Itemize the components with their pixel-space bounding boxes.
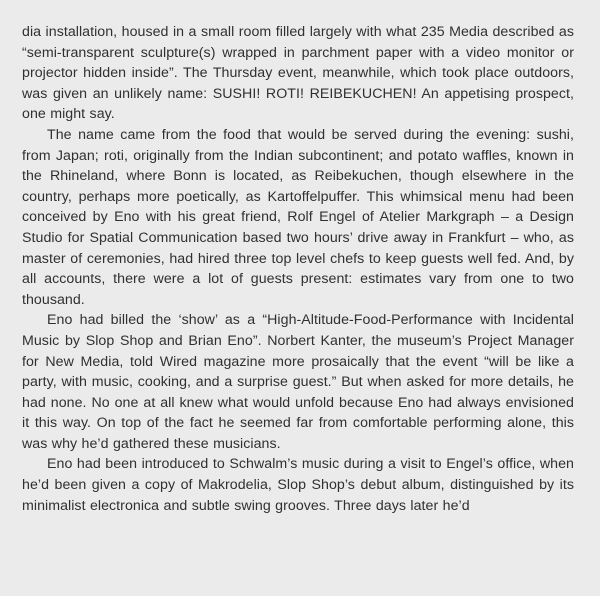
paragraph-1: dia installation, housed in a small room filled largely with what 235 Media described as “semi-transparent sculpture(s) wrapped in parchment paper with a video monitor or projector hidden inside”. The Thursday event, meanwhile, which took place outdoors, was given an unlikely name: SUSHI! ROTI! REIBEKUCHEN! An appetising prospect, one might say. xyxy=(22,24,574,123)
paragraph-2: The name came from the food that would be served during the evening: sushi, from Japan; roti, originally from the Indian subcontinent; and potato waffles, known in the Rhineland, where Bonn is located, as Reibekuchen, though elsewhere in the country, perhaps more poetically, as Kartoffelpuffer. This whimsical menu had been conceived by Eno with his great friend, Rolf Engel of Atelier Markgraph – a Design Studio for Spatial Communication based two hours’ drive away in Frankfurt – who, as master of ceremonies, had hired three top level chefs to keep guests well fed. And, by all accounts, there were a lot of guests present: estimates vary from one to two thousand. xyxy=(22,126,574,308)
paragraph-4: Eno had been introduced to Schwalm’s music during a visit to Engel’s office, when he’d been given a copy of Makrodelia, Slop Shop’s debut album, distinguished by its minimalist electronica and subtle swing grooves. Three days later he’d xyxy=(22,456,574,514)
paragraph-3: Eno had billed the ‘show’ as a “High-Altitude-Food-Performance with Incidental Music by Slop Shop and Brian Eno”. Norbert Kanter, the museum’s Project Manager for New Media, told Wired magazine more prosaically that the event “will be like a party, with music, cooking, and a surprise guest.” But when asked for more details, he had none. No one at all knew what would unfold because Eno had always envisioned it this way. On top of the fact he seemed far from comfortable performing alone, this was why he’d gathered these musicians. xyxy=(22,312,574,452)
